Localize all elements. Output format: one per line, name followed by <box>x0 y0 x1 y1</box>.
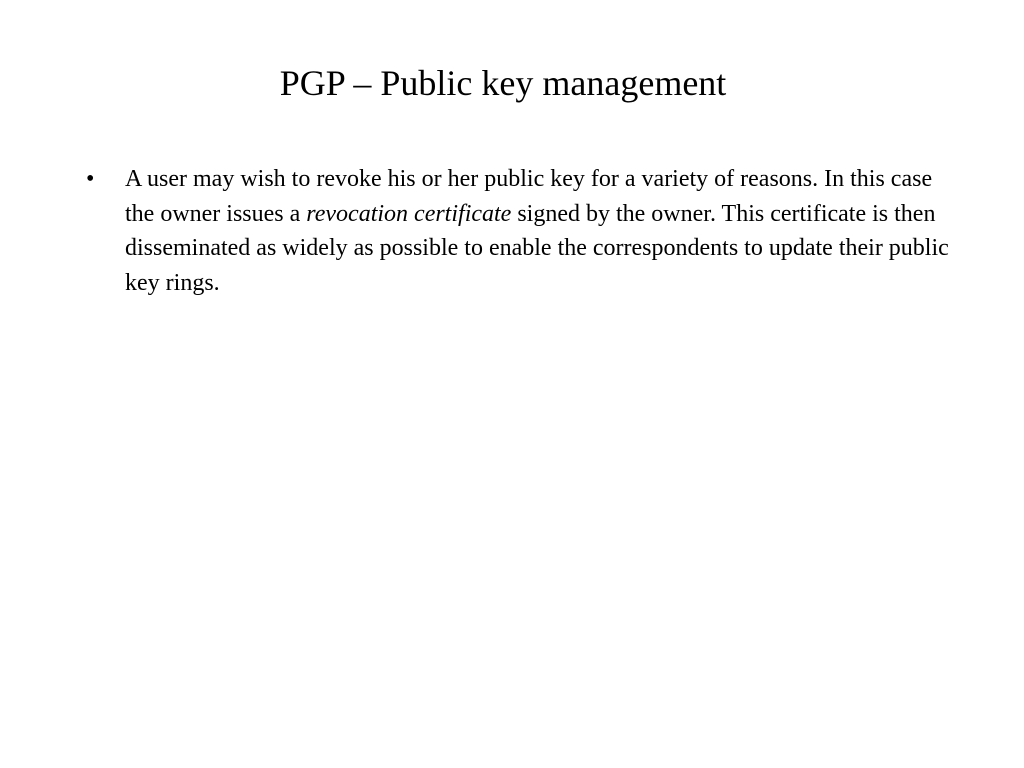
slide-title: PGP – Public key management <box>279 63 727 103</box>
bullet-list <box>86 162 956 300</box>
bullet-item <box>86 162 956 300</box>
bullet-text-emphasis: revocation certificate <box>306 200 512 227</box>
bullet-text <box>125 166 949 296</box>
bullet-text-end: signed by the owner. This certificate is then disseminated as widely as possible to enable the correspondents to update their public key rings. <box>125 200 949 296</box>
bullet-text-start: A user may wish to revoke his or her public key for a variety of reasons. In this case the owner issues a <box>125 166 933 227</box>
bullet-marker: • <box>86 166 95 192</box>
